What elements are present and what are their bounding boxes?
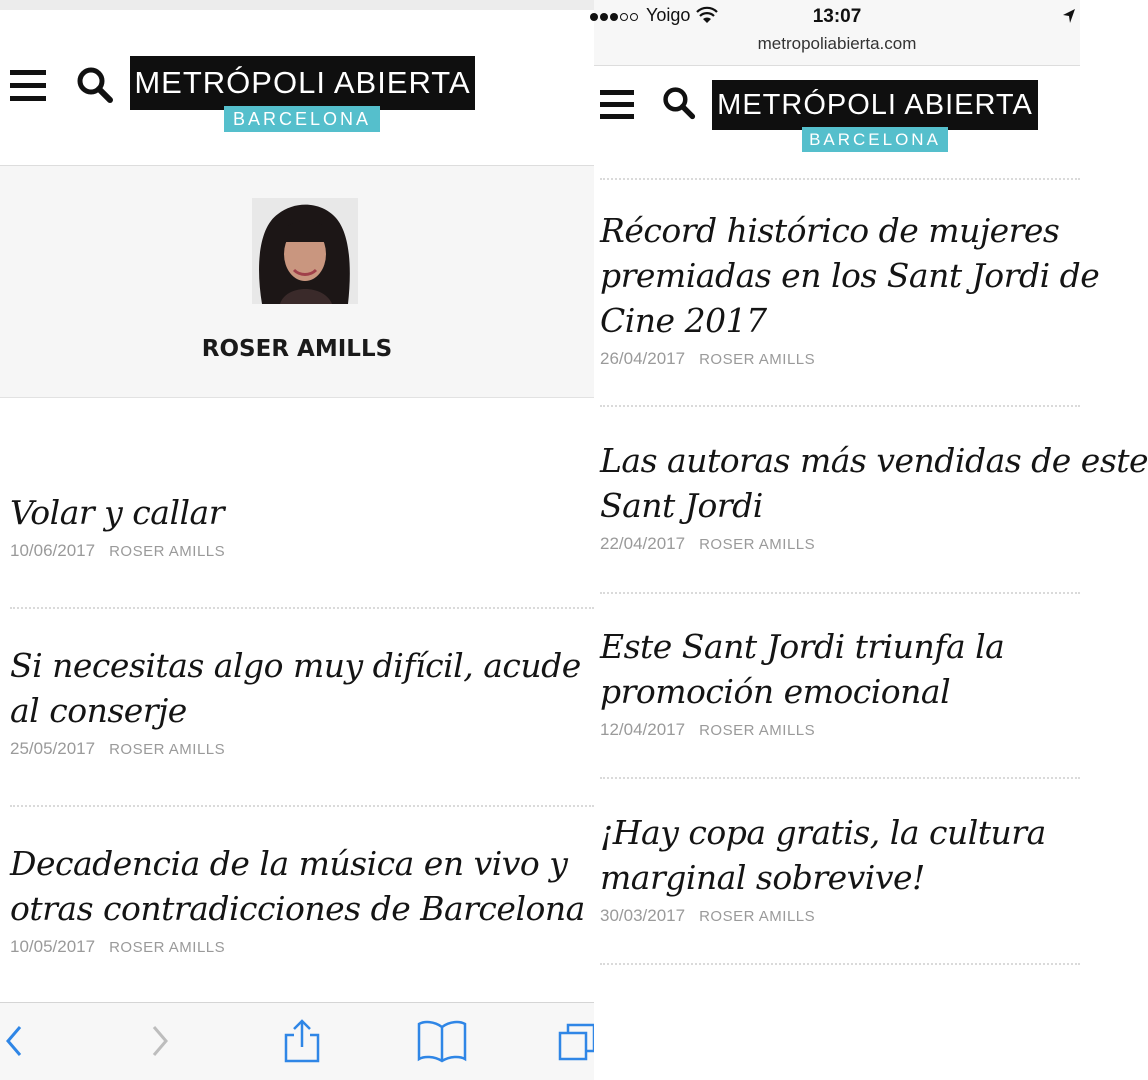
article-meta xyxy=(600,720,1004,740)
divider xyxy=(600,178,1080,180)
logo-title: METRÓPOLI ABIERTA xyxy=(712,80,1038,130)
article-item[interactable] xyxy=(600,438,1148,554)
location-arrow-icon xyxy=(1062,8,1076,24)
logo-title: METRÓPOLI ABIERTA xyxy=(130,56,475,110)
site-logo[interactable] xyxy=(712,80,1038,152)
share-icon[interactable] xyxy=(282,1017,322,1065)
article-title[interactable]: Este Sant Jordi triunfa la promoción emocional xyxy=(600,627,1005,711)
article-meta xyxy=(10,541,225,561)
search-icon[interactable] xyxy=(662,86,696,120)
logo-city: BARCELONA xyxy=(224,106,380,132)
divider xyxy=(10,805,594,807)
article-title[interactable]: Las autoras más vendidas de este Sant Jordi xyxy=(600,441,1148,525)
site-logo[interactable] xyxy=(130,56,475,132)
author-name: ROSER AMILLS xyxy=(201,336,393,362)
browser-top-strip xyxy=(0,0,594,10)
article-meta xyxy=(600,534,1148,554)
divider xyxy=(600,592,1080,594)
avatar xyxy=(252,198,358,304)
article-date: 10/06/2017 xyxy=(10,541,96,560)
tabs-icon[interactable] xyxy=(556,1019,596,1063)
article-date: 26/04/2017 xyxy=(600,349,686,368)
menu-icon[interactable] xyxy=(10,70,46,102)
article-author[interactable]: ROSER AMILLS xyxy=(699,351,816,368)
article-item[interactable] xyxy=(10,643,581,759)
browser-toolbar xyxy=(0,1002,594,1080)
article-author[interactable]: ROSER AMILLS xyxy=(699,722,816,739)
divider xyxy=(600,963,1080,965)
divider xyxy=(600,405,1080,407)
article-meta xyxy=(10,739,581,759)
article-item[interactable] xyxy=(10,841,585,957)
logo-city: BARCELONA xyxy=(802,127,948,152)
article-title[interactable]: Si necesitas algo muy difícil, acude al conserje xyxy=(10,646,581,730)
divider xyxy=(600,777,1080,779)
article-date: 25/05/2017 xyxy=(10,739,96,758)
address-bar[interactable]: metropoliabierta.com xyxy=(757,34,917,53)
article-date: 12/04/2017 xyxy=(600,720,686,739)
article-title[interactable]: Decadencia de la música en vivo y otras contradicciones de Barcelona xyxy=(10,844,585,928)
back-icon[interactable] xyxy=(2,1021,26,1061)
site-header xyxy=(594,66,1080,162)
article-date: 30/03/2017 xyxy=(600,906,686,925)
article-author[interactable]: ROSER AMILLS xyxy=(699,536,816,553)
article-date: 10/05/2017 xyxy=(10,937,96,956)
article-date: 22/04/2017 xyxy=(600,534,686,553)
search-icon[interactable] xyxy=(76,66,114,104)
right-screenshot xyxy=(594,0,1148,1080)
article-meta xyxy=(10,937,585,957)
article-item[interactable] xyxy=(600,810,1046,926)
article-title[interactable]: Volar y callar xyxy=(10,493,225,532)
author-profile xyxy=(0,166,594,398)
status-bar xyxy=(594,0,1080,66)
article-author[interactable]: ROSER AMILLS xyxy=(109,741,226,758)
article-meta xyxy=(600,349,1099,369)
article-title[interactable]: ¡Hay copa gratis, la cultura marginal sobrevive! xyxy=(600,813,1046,897)
carrier-name: Yoigo xyxy=(646,5,691,25)
article-item[interactable] xyxy=(10,490,225,561)
article-item[interactable] xyxy=(600,208,1099,369)
article-author[interactable]: ROSER AMILLS xyxy=(109,543,226,560)
clock: 13:07 xyxy=(812,6,862,27)
article-item[interactable] xyxy=(600,624,1004,740)
forward-icon[interactable] xyxy=(148,1021,172,1061)
article-author[interactable]: ROSER AMILLS xyxy=(109,939,226,956)
bookmarks-icon[interactable] xyxy=(416,1019,468,1063)
divider xyxy=(10,607,594,609)
menu-icon[interactable] xyxy=(600,90,634,120)
article-author[interactable]: ROSER AMILLS xyxy=(699,908,816,925)
site-header xyxy=(0,22,594,166)
article-title[interactable]: Récord histórico de mujeres premiadas en los Sant Jordi de Cine 2017 xyxy=(600,211,1100,340)
article-meta xyxy=(600,906,1046,926)
